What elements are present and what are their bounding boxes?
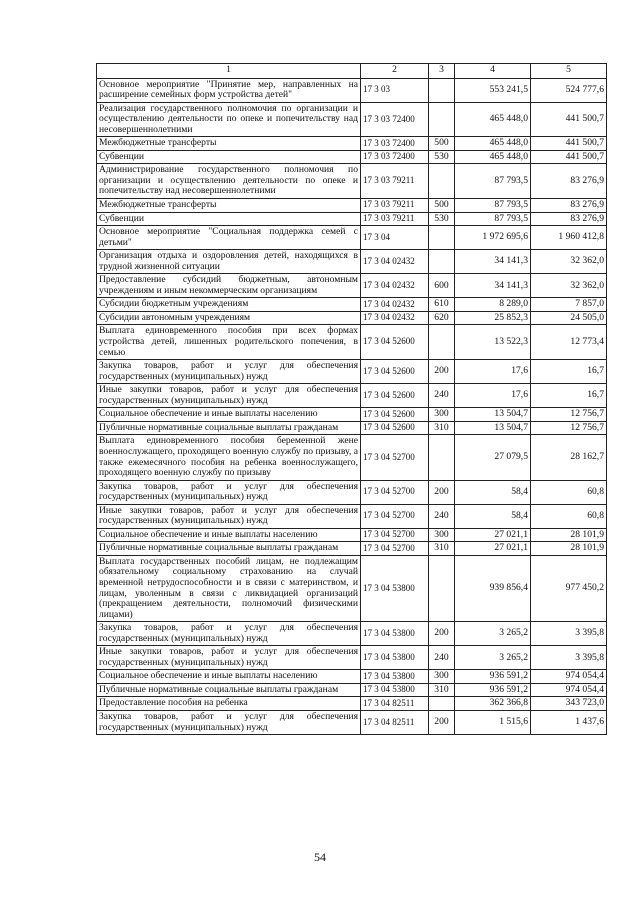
row-value-1: 87 793,5 <box>455 212 531 226</box>
table-row <box>97 274 607 298</box>
header-col-value-1: 4 <box>455 64 531 79</box>
row-value-2: 524 777,6 <box>531 78 607 102</box>
row-value-2: 1 437,6 <box>531 710 607 734</box>
row-name: Социальное обеспечение и иные выплаты населению <box>97 408 361 422</box>
row-type: 310 <box>429 421 455 435</box>
table-row <box>97 137 607 151</box>
row-name: Публичные нормативные социальные выплаты гражданам <box>97 542 361 556</box>
row-value-2: 60,8 <box>531 480 607 504</box>
table-row <box>97 408 607 422</box>
table-row <box>97 250 607 274</box>
row-name: Субвенции <box>97 150 361 164</box>
row-value-2: 83 276,9 <box>531 199 607 213</box>
row-code: 17 3 04 52600 <box>361 421 429 435</box>
table-row <box>97 102 607 137</box>
row-value-2: 3 395,8 <box>531 622 607 646</box>
row-value-2: 7 857,0 <box>531 298 607 312</box>
row-value-2: 974 054,4 <box>531 683 607 697</box>
row-code: 17 3 03 79211 <box>361 164 429 199</box>
row-value-2: 32 362,0 <box>531 250 607 274</box>
table-body <box>97 78 607 735</box>
row-name: Организация отдыха и оздоровления детей, находящихся в трудной жизненной ситуации <box>97 250 361 274</box>
row-code: 17 3 03 72400 <box>361 137 429 151</box>
row-value-1: 58,4 <box>455 480 531 504</box>
row-value-2: 1 960 412,8 <box>531 226 607 250</box>
row-value-1: 936 591,2 <box>455 683 531 697</box>
row-type: 530 <box>429 150 455 164</box>
row-type: 240 <box>429 384 455 408</box>
table-row <box>97 542 607 556</box>
row-value-2: 441 500,7 <box>531 150 607 164</box>
row-value-1: 17,6 <box>455 384 531 408</box>
row-name: Публичные нормативные социальные выплаты гражданам <box>97 683 361 697</box>
row-value-1: 1 515,6 <box>455 710 531 734</box>
row-value-1: 27 021,1 <box>455 528 531 542</box>
row-value-1: 939 856,4 <box>455 555 531 621</box>
row-type: 500 <box>429 137 455 151</box>
row-type: 200 <box>429 622 455 646</box>
table-row <box>97 528 607 542</box>
row-name: Закупка товаров, работ и услуг для обеспечения государственных (муниципальных) нужд <box>97 480 361 504</box>
row-type: 300 <box>429 408 455 422</box>
row-code: 17 3 04 82511 <box>361 697 429 711</box>
row-type: 240 <box>429 646 455 670</box>
row-value-2: 28 162,7 <box>531 435 607 480</box>
row-value-2: 441 500,7 <box>531 137 607 151</box>
row-code: 17 3 04 53800 <box>361 646 429 670</box>
row-value-2: 24 505,0 <box>531 311 607 325</box>
row-code: 17 3 04 02432 <box>361 274 429 298</box>
row-code: 17 3 04 02432 <box>361 298 429 312</box>
table-row <box>97 164 607 199</box>
row-value-2: 3 395,8 <box>531 646 607 670</box>
row-value-2: 343 723,0 <box>531 697 607 711</box>
row-type: 310 <box>429 542 455 556</box>
table-row <box>97 325 607 360</box>
row-code: 17 3 04 02432 <box>361 250 429 274</box>
row-name: Администрирование государственного полномочия по организации и осуществлению деятельности по опеке и попечительству над несовершеннолетними <box>97 164 361 199</box>
row-code: 17 3 04 53800 <box>361 670 429 684</box>
row-value-1: 465 448,0 <box>455 102 531 137</box>
row-code: 17 3 04 52600 <box>361 360 429 384</box>
table-row <box>97 683 607 697</box>
row-name: Предоставление субсидий бюджетным, автономным учреждениям и иным некоммерческим организациям <box>97 274 361 298</box>
row-code: 17 3 04 52600 <box>361 325 429 360</box>
row-value-1: 465 448,0 <box>455 137 531 151</box>
row-value-2: 28 101,9 <box>531 542 607 556</box>
header-col-value-2: 5 <box>531 64 607 79</box>
row-value-1: 87 793,5 <box>455 164 531 199</box>
row-value-1: 34 141,3 <box>455 250 531 274</box>
page-number: 54 <box>314 850 326 864</box>
header-col-type: 3 <box>429 64 455 79</box>
row-type <box>429 250 455 274</box>
table-row <box>97 480 607 504</box>
row-value-1: 465 448,0 <box>455 150 531 164</box>
row-type: 610 <box>429 298 455 312</box>
row-name: Выплата единовременного пособия беременной жене военнослужащего, проходящего военную службу по призыву, а также ежемесячного пособия на ребенка военнослужащего, проходящего военную службу по призыву <box>97 435 361 480</box>
table-row <box>97 622 607 646</box>
row-name: Основное мероприятие "Принятие мер, направленных на расширение семейных форм устройства детей" <box>97 78 361 102</box>
row-name: Субвенции <box>97 212 361 226</box>
header-col-name: 1 <box>97 64 361 79</box>
table-row <box>97 78 607 102</box>
row-name: Выплата государственных пособий лицам, не подлежащим обязательному социальному страхованию на случай временной нетрудоспособности и в связи с материнством, и лицам, уволенным в связи с ликвидацией организаций (прекращением деятельности, полномочий физическими лицами) <box>97 555 361 621</box>
header-col-code: 2 <box>361 64 429 79</box>
row-type <box>429 435 455 480</box>
row-code: 17 3 04 53800 <box>361 555 429 621</box>
row-code: 17 3 04 52700 <box>361 504 429 528</box>
row-value-1: 27 021,1 <box>455 542 531 556</box>
table-row <box>97 670 607 684</box>
row-value-2: 83 276,9 <box>531 212 607 226</box>
row-type: 300 <box>429 670 455 684</box>
row-value-1: 13 504,7 <box>455 421 531 435</box>
row-code: 17 3 04 52600 <box>361 384 429 408</box>
row-code: 17 3 03 79211 <box>361 199 429 213</box>
row-value-2: 974 054,4 <box>531 670 607 684</box>
row-name: Субсидии бюджетным учреждениям <box>97 298 361 312</box>
row-value-2: 83 276,9 <box>531 164 607 199</box>
row-value-1: 362 366,8 <box>455 697 531 711</box>
table-row <box>97 311 607 325</box>
table-row <box>97 199 607 213</box>
row-value-2: 16,7 <box>531 360 607 384</box>
row-value-2: 12 756,7 <box>531 408 607 422</box>
row-type: 200 <box>429 360 455 384</box>
row-code: 17 3 04 <box>361 226 429 250</box>
row-name: Закупка товаров, работ и услуг для обеспечения государственных (муниципальных) нужд <box>97 622 361 646</box>
table-row <box>97 697 607 711</box>
table-row <box>97 646 607 670</box>
row-code: 17 3 04 53800 <box>361 683 429 697</box>
row-value-2: 12 773,4 <box>531 325 607 360</box>
row-value-2: 28 101,9 <box>531 528 607 542</box>
row-type: 620 <box>429 311 455 325</box>
row-code: 17 3 04 52700 <box>361 480 429 504</box>
row-type <box>429 102 455 137</box>
row-type <box>429 325 455 360</box>
row-name: Межбюджетные трансферты <box>97 137 361 151</box>
row-code: 17 3 04 52700 <box>361 435 429 480</box>
row-name: Предоставление пособия на ребенка <box>97 697 361 711</box>
row-type: 200 <box>429 710 455 734</box>
row-value-1: 3 265,2 <box>455 622 531 646</box>
row-value-1: 87 793,5 <box>455 199 531 213</box>
row-type: 240 <box>429 504 455 528</box>
row-value-1: 34 141,3 <box>455 274 531 298</box>
row-type: 530 <box>429 212 455 226</box>
table-row <box>97 555 607 621</box>
row-value-1: 936 591,2 <box>455 670 531 684</box>
row-name: Публичные нормативные социальные выплаты гражданам <box>97 421 361 435</box>
row-code: 17 3 03 72400 <box>361 102 429 137</box>
row-value-2: 441 500,7 <box>531 102 607 137</box>
row-name: Выплата единовременного пособия при всех формах устройства детей, лишенных родительского попечения, в семью <box>97 325 361 360</box>
table-row <box>97 150 607 164</box>
row-name: Закупка товаров, работ и услуг для обеспечения государственных (муниципальных) нужд <box>97 710 361 734</box>
row-type: 310 <box>429 683 455 697</box>
row-type <box>429 164 455 199</box>
row-value-1: 13 504,7 <box>455 408 531 422</box>
table-row <box>97 504 607 528</box>
row-code: 17 3 04 82511 <box>361 710 429 734</box>
row-value-2: 977 450,2 <box>531 555 607 621</box>
row-code: 17 3 03 79211 <box>361 212 429 226</box>
row-name: Иные закупки товаров, работ и услуг для обеспечения государственных (муниципальных) нужд <box>97 384 361 408</box>
row-type <box>429 697 455 711</box>
row-type: 500 <box>429 199 455 213</box>
row-value-2: 12 756,7 <box>531 421 607 435</box>
row-name: Основное мероприятие "Социальная поддержка семей с детьми" <box>97 226 361 250</box>
row-value-2: 32 362,0 <box>531 274 607 298</box>
row-value-1: 58,4 <box>455 504 531 528</box>
row-code: 17 3 04 52600 <box>361 408 429 422</box>
row-value-1: 27 079,5 <box>455 435 531 480</box>
row-code: 17 3 03 <box>361 78 429 102</box>
row-value-2: 60,8 <box>531 504 607 528</box>
row-name: Иные закупки товаров, работ и услуг для обеспечения государственных (муниципальных) нужд <box>97 504 361 528</box>
table-row <box>97 435 607 480</box>
row-code: 17 3 04 52700 <box>361 542 429 556</box>
row-value-2: 16,7 <box>531 384 607 408</box>
row-name: Социальное обеспечение и иные выплаты населению <box>97 528 361 542</box>
row-type <box>429 226 455 250</box>
table-row <box>97 360 607 384</box>
row-value-1: 3 265,2 <box>455 646 531 670</box>
row-value-1: 13 522,3 <box>455 325 531 360</box>
row-code: 17 3 04 02432 <box>361 311 429 325</box>
row-type: 600 <box>429 274 455 298</box>
row-value-1: 17,6 <box>455 360 531 384</box>
row-type: 300 <box>429 528 455 542</box>
table-header-row <box>97 64 607 79</box>
row-name: Социальное обеспечение и иные выплаты населению <box>97 670 361 684</box>
budget-table <box>96 63 607 735</box>
row-name: Закупка товаров, работ и услуг для обеспечения государственных (муниципальных) нужд <box>97 360 361 384</box>
table-row <box>97 710 607 734</box>
row-code: 17 3 03 72400 <box>361 150 429 164</box>
table-row <box>97 421 607 435</box>
row-type <box>429 555 455 621</box>
row-name: Субсидии автономным учреждениям <box>97 311 361 325</box>
row-value-1: 1 972 695,6 <box>455 226 531 250</box>
table-row <box>97 212 607 226</box>
row-code: 17 3 04 52700 <box>361 528 429 542</box>
table-row <box>97 298 607 312</box>
row-value-1: 8 289,0 <box>455 298 531 312</box>
row-value-1: 25 852,3 <box>455 311 531 325</box>
row-name: Реализация государственного полномочия по организации и осуществлению деятельности по опеке и попечительству над несовершеннолетними <box>97 102 361 137</box>
row-type <box>429 78 455 102</box>
row-code: 17 3 04 53800 <box>361 622 429 646</box>
row-name: Межбюджетные трансферты <box>97 199 361 213</box>
table-row <box>97 226 607 250</box>
row-type: 200 <box>429 480 455 504</box>
row-name: Иные закупки товаров, работ и услуг для обеспечения государственных (муниципальных) нужд <box>97 646 361 670</box>
table-row <box>97 384 607 408</box>
row-value-1: 553 241,5 <box>455 78 531 102</box>
